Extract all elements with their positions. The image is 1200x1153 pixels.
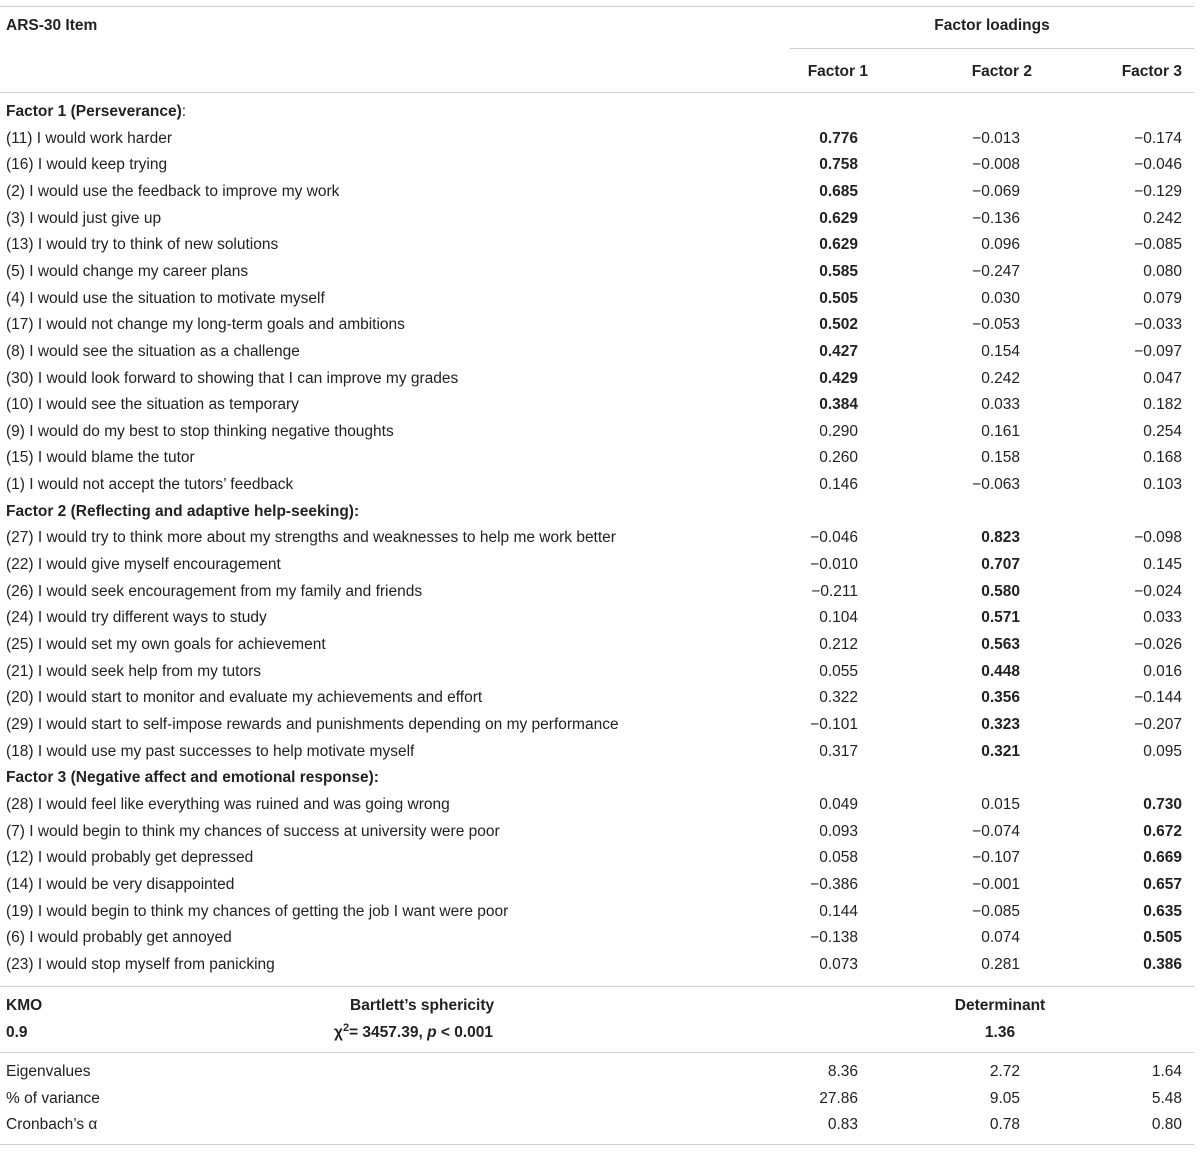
- factor-2-value: 0.033: [981, 396, 1020, 414]
- factor-3-summary: 0.80: [1151, 1116, 1182, 1134]
- factor-1-value: 0.058: [819, 849, 858, 867]
- item-text: (3) I would just give up: [6, 209, 162, 227]
- factor-3-value: −0.207: [1134, 715, 1182, 733]
- factor-3-value: −0.097: [1134, 342, 1182, 360]
- section-title: [6, 768, 379, 788]
- item-text: (5) I would change my career plans: [6, 262, 249, 280]
- factor-1-value: 0.093: [819, 822, 858, 840]
- factor-1-value: −0.211: [811, 582, 858, 600]
- factor-2-value: −0.001: [972, 875, 1020, 893]
- factor-1-value: 0.758: [819, 156, 858, 174]
- factor-2-value: 0.571: [981, 609, 1020, 627]
- header-rule: [0, 92, 1194, 93]
- p-symbol: p: [427, 1024, 437, 1041]
- item-text: (20) I would start to monitor and evaluate my achievements and effort: [6, 689, 483, 707]
- factor-3-value: −0.098: [1134, 529, 1182, 547]
- section-title-text: Factor 3 (Negative affect and emotional response): [6, 769, 374, 787]
- factor-1-value: 0.212: [819, 636, 858, 653]
- factor-2-value: −0.107: [972, 849, 1020, 867]
- factor-3-value: 0.657: [1143, 875, 1182, 893]
- factor-3-value: 0.505: [1143, 929, 1182, 947]
- bartlett-value: [334, 1023, 493, 1043]
- factor-2-value: −0.136: [972, 209, 1020, 227]
- factor-1-value: −0.138: [810, 929, 858, 947]
- item-text: (21) I would seek help from my tutors: [6, 662, 261, 680]
- section-title: [6, 102, 186, 122]
- chi-symbol: χ: [334, 1024, 343, 1041]
- factor-3-value: 0.080: [1143, 262, 1182, 280]
- chi-value: = 3457.39,: [349, 1024, 428, 1041]
- item-text: (23) I would stop myself from panicking: [6, 955, 275, 973]
- factor-1-value: 0.290: [819, 422, 858, 440]
- factor-1-value: 0.260: [819, 449, 858, 467]
- factor-2-value: 0.154: [981, 342, 1020, 360]
- factor-3-value: −0.174: [1134, 129, 1182, 147]
- item-text: (9) I would do my best to stop thinking negative thoughts: [6, 422, 394, 440]
- factor-3-value: 0.145: [1143, 556, 1182, 574]
- item-text: (7) I would begin to think my chances of success at university were poor: [6, 822, 500, 840]
- loadings-header: Factor loadings: [934, 17, 1050, 34]
- factor-1-value: 0.629: [819, 209, 858, 227]
- factor-2-summary: 9.05: [989, 1089, 1020, 1107]
- factor-2-value: 0.030: [981, 289, 1020, 307]
- factor-1-value: 0.585: [819, 262, 858, 280]
- item-text: (22) I would give myself encouragement: [6, 556, 281, 574]
- item-text: (10) I would see the situation as temporary: [6, 396, 299, 414]
- summary-label: % of variance: [6, 1089, 100, 1107]
- factor-1-value: 0.629: [819, 236, 858, 254]
- factor-2-value: −0.074: [972, 822, 1020, 840]
- item-text: (18) I would use my past successes to help motivate myself: [6, 742, 415, 760]
- factor-3-value: 0.047: [1143, 369, 1182, 387]
- item-text: (29) I would start to self-impose rewards and punishments depending on my performance: [6, 715, 619, 733]
- factor-3-value: 0.254: [1143, 422, 1182, 440]
- factor-3-value: −0.033: [1134, 316, 1182, 334]
- factor-3-value: 0.095: [1143, 742, 1182, 760]
- factor-1-value: 0.776: [819, 129, 858, 147]
- item-text: (25) I would set my own goals for achievement: [6, 636, 326, 653]
- top-rule: [0, 6, 1194, 7]
- factor-1-summary: 27.86: [819, 1089, 858, 1107]
- factor-1-value: 0.104: [819, 609, 858, 627]
- factor-3-value: 0.730: [1143, 795, 1182, 813]
- factor-2-summary: 0.78: [989, 1116, 1020, 1134]
- factor-1-value: 0.049: [819, 795, 858, 813]
- factor-1-value: 0.073: [819, 955, 858, 973]
- section-title-text: Factor 1 (Perseverance): [6, 103, 182, 120]
- factor-1-value: 0.055: [819, 662, 858, 680]
- item-text: (6) I would probably get annoyed: [6, 929, 232, 947]
- factor-2-header: Factor 2: [971, 63, 1032, 80]
- factor-2-value: 0.161: [981, 422, 1020, 440]
- factor-1-value: −0.386: [810, 875, 858, 893]
- factor-1-value: −0.010: [810, 556, 858, 574]
- factor-3-value: −0.026: [1134, 636, 1182, 653]
- factor-1-value: 0.144: [819, 902, 858, 920]
- item-text: (26) I would seek encouragement from my family and friends: [6, 582, 423, 600]
- factor-1-value: 0.322: [819, 689, 858, 707]
- stats-top-rule: [0, 986, 1194, 987]
- factor-3-value: −0.085: [1134, 236, 1182, 254]
- section-title-suffix: :: [373, 769, 379, 787]
- factor-3-value: −0.024: [1134, 582, 1182, 600]
- factor-1-value: 0.429: [819, 369, 858, 387]
- item-text: (8) I would see the situation as a challenge: [6, 342, 300, 360]
- factor-2-value: −0.063: [972, 476, 1020, 494]
- item-text: (1) I would not accept the tutors’ feedback: [6, 476, 294, 494]
- factor-3-value: 0.033: [1143, 609, 1182, 627]
- item-text: (12) I would probably get depressed: [6, 849, 254, 867]
- item-text: (27) I would try to think more about my strengths and weaknesses to help me work better: [6, 529, 616, 547]
- factor-3-value: 0.669: [1143, 849, 1182, 867]
- factor-1-value: 0.384: [819, 396, 858, 414]
- item-text: (28) I would feel like everything was ruined and was going wrong: [6, 795, 450, 813]
- item-text: (15) I would blame the tutor: [6, 449, 195, 467]
- factor-3-value: 0.168: [1143, 449, 1182, 467]
- p-value: < 0.001: [436, 1024, 493, 1041]
- factor-2-value: 0.158: [981, 449, 1020, 467]
- factor-3-value: 0.386: [1143, 955, 1182, 973]
- factor-2-value: 0.015: [981, 795, 1020, 813]
- factor-2-value: 0.321: [981, 742, 1020, 760]
- factor-2-value: 0.096: [981, 236, 1020, 254]
- loadings-rule: [790, 48, 1194, 49]
- factor-3-value: 0.079: [1143, 289, 1182, 307]
- factor-1-value: 0.317: [819, 742, 858, 760]
- factor-3-value: 0.635: [1143, 902, 1182, 920]
- factor-2-value: 0.448: [981, 662, 1020, 680]
- factor-2-value: 0.707: [981, 556, 1020, 574]
- factor-1-value: 0.146: [819, 476, 858, 494]
- chi-exponent: 2: [342, 1021, 350, 1034]
- factor-3-header: Factor 3: [1121, 63, 1182, 80]
- kmo-value: 0.9: [6, 1024, 28, 1041]
- factor-2-value: 0.323: [981, 715, 1020, 733]
- kmo-label: KMO: [6, 997, 43, 1014]
- factor-3-value: 0.182: [1143, 396, 1182, 414]
- factor-2-value: 0.356: [981, 689, 1020, 707]
- factor-1-value: −0.101: [810, 715, 858, 733]
- item-text: (17) I would not change my long-term goals and ambitions: [6, 316, 405, 334]
- factor-2-value: 0.242: [981, 369, 1020, 387]
- factor-3-summary: 5.48: [1151, 1089, 1182, 1107]
- bartlett-label: Bartlett’s sphericity: [350, 997, 495, 1014]
- factor-2-value: −0.013: [972, 129, 1020, 147]
- summary-top-rule: [0, 1052, 1194, 1053]
- factor-3-value: 0.672: [1143, 822, 1182, 840]
- factor-3-value: 0.016: [1143, 662, 1182, 680]
- factor-1-value: 0.685: [819, 182, 858, 200]
- factor-1-value: 0.427: [819, 342, 858, 360]
- factor-2-value: 0.281: [981, 955, 1020, 973]
- item-text: (11) I would work harder: [6, 129, 172, 147]
- summary-label: Cronbach’s α: [6, 1116, 98, 1134]
- factor-1-summary: 8.36: [827, 1063, 858, 1080]
- determinant-label: Determinant: [954, 997, 1046, 1014]
- factor-3-value: −0.046: [1134, 156, 1182, 174]
- factor-2-value: 0.074: [981, 929, 1020, 947]
- factor-3-summary: 1.64: [1151, 1063, 1182, 1080]
- factor-2-value: −0.247: [972, 262, 1020, 280]
- section-title-suffix: :: [181, 103, 187, 120]
- factor-2-value: 0.823: [981, 529, 1020, 547]
- factor-1-header: Factor 1: [807, 63, 868, 80]
- factor-1-value: −0.046: [810, 529, 858, 547]
- factor-2-value: −0.008: [972, 156, 1020, 174]
- factor-3-value: 0.103: [1143, 476, 1182, 494]
- factor-1-summary: 0.83: [827, 1116, 858, 1134]
- factor-1-value: 0.505: [819, 289, 858, 307]
- factor-3-value: −0.129: [1134, 182, 1182, 200]
- item-text: (14) I would be very disappointed: [6, 875, 235, 893]
- factor-2-value: −0.085: [972, 902, 1020, 920]
- factor-3-value: −0.144: [1134, 689, 1182, 707]
- factor-3-value: 0.242: [1143, 209, 1182, 227]
- factor-2-value: 0.563: [981, 636, 1020, 653]
- item-column-header: ARS-30 Item: [6, 17, 98, 34]
- factor-2-value: 0.580: [981, 582, 1020, 600]
- item-text: (13) I would try to think of new solutions: [6, 236, 279, 254]
- factor-2-value: −0.053: [972, 316, 1020, 334]
- summary-label: Eigenvalues: [6, 1063, 91, 1080]
- factor-1-value: 0.502: [819, 316, 858, 334]
- section-title-suffix: :: [353, 502, 360, 520]
- item-text: (24) I would try different ways to study: [6, 609, 267, 627]
- section-title-text: Factor 2 (Reflecting and adaptive help-seeking): [6, 502, 354, 520]
- item-text: (4) I would use the situation to motivate myself: [6, 289, 325, 307]
- item-text: (2) I would use the feedback to improve my work: [6, 182, 340, 200]
- factor-2-summary: 2.72: [989, 1063, 1020, 1080]
- item-text: (16) I would keep trying: [6, 156, 168, 174]
- item-text: (19) I would begin to think my chances of getting the job I want were poor: [6, 902, 509, 920]
- bottom-rule: [0, 1144, 1194, 1145]
- item-text: (30) I would look forward to showing that I can improve my grades: [6, 369, 459, 387]
- determinant-value: 1.36: [984, 1024, 1016, 1041]
- section-title: [6, 502, 359, 522]
- factor-2-value: −0.069: [972, 182, 1020, 200]
